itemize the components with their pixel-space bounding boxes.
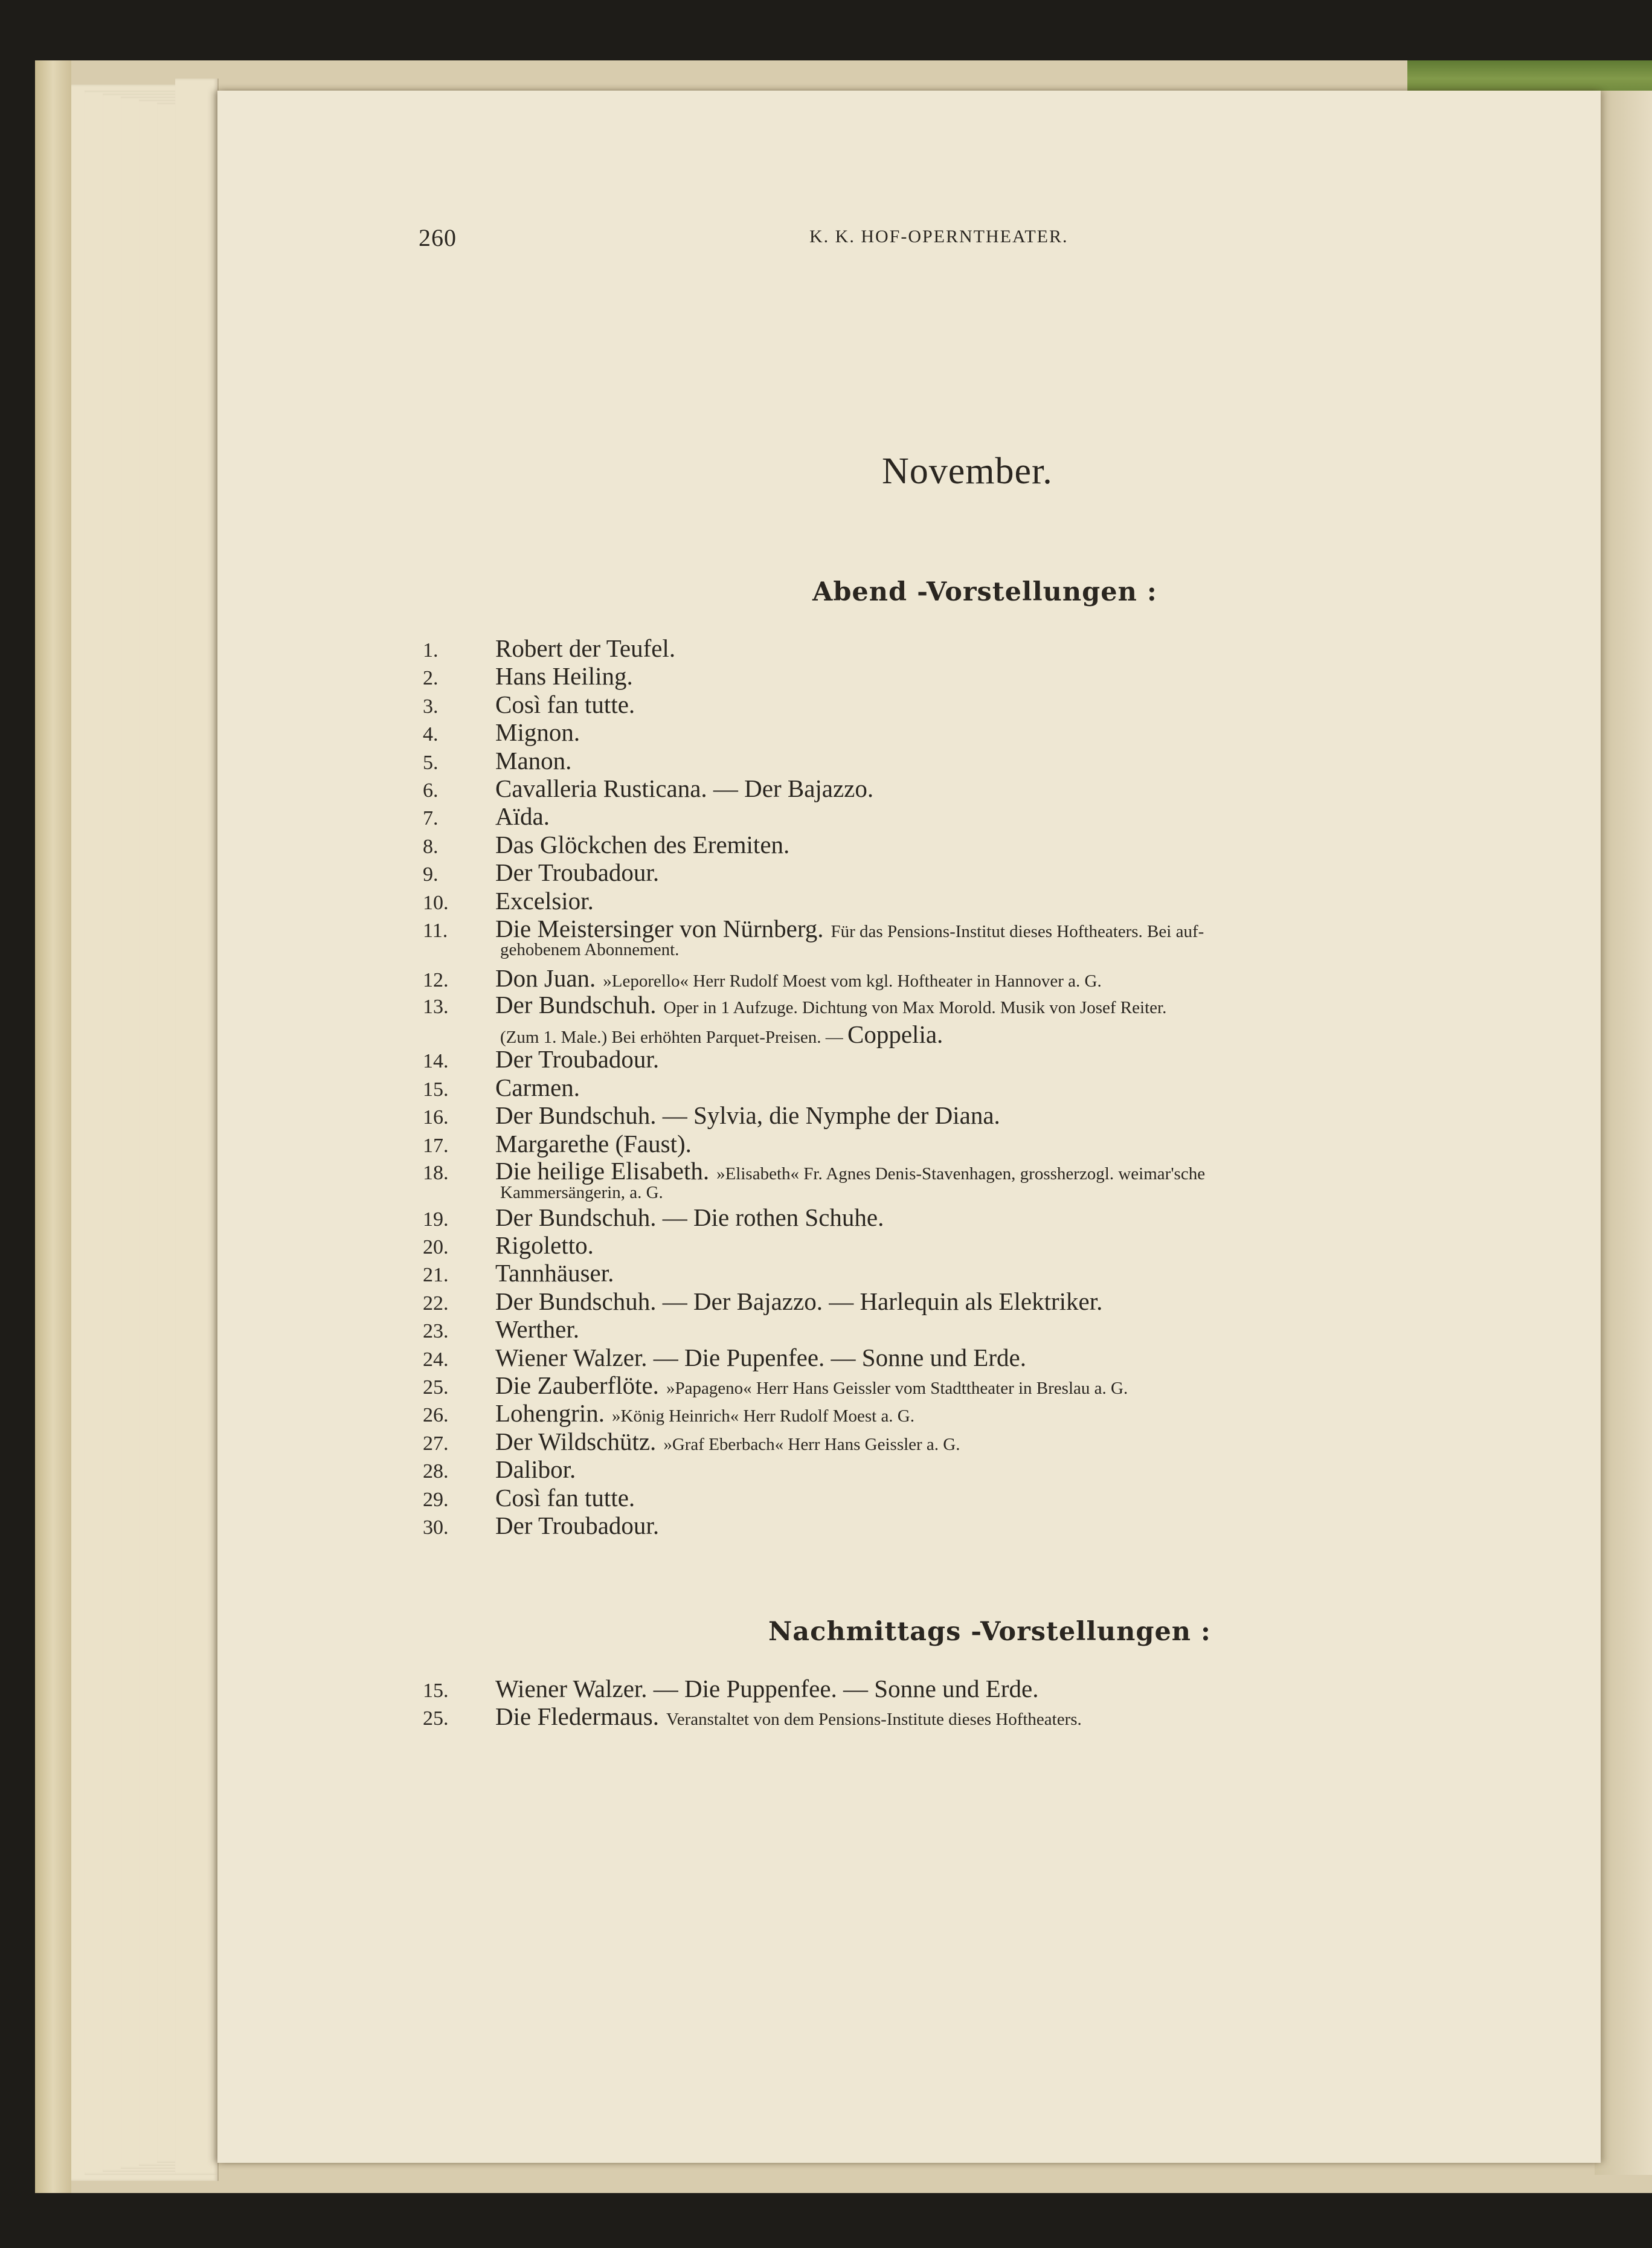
entry-number: 30. <box>423 1516 449 1539</box>
entry-number: 9. <box>423 863 439 886</box>
entry-note: »Graf Eberbach« Herr Hans Geissler a. G. <box>663 1435 960 1454</box>
entry-number: 28. <box>423 1460 449 1483</box>
entry-note-continuation-text: (Zum 1. Male.) Bei erhöhten Parquet-Preisen. — <box>500 1028 843 1047</box>
entry-title: Così fan tutte. <box>495 691 635 718</box>
entry-title: Coppelia. <box>847 1020 943 1048</box>
entry-number: 1. <box>423 639 439 662</box>
entry-title: Der Bundschuh. — Der Bajazzo. — Harlequin als Elektriker. <box>495 1287 1103 1315</box>
list-item <box>423 1512 659 1542</box>
entry-note: »Papageno« Herr Hans Geissler vom Stadttheater in Breslau a. G. <box>666 1379 1128 1398</box>
list-item <box>423 1371 1128 1402</box>
entry-title: Der Troubadour. <box>495 858 660 886</box>
entry-number: 18. <box>423 1162 449 1184</box>
list-item <box>423 1675 1038 1705</box>
list-item <box>423 1231 594 1261</box>
entry-title: Der Bundschuh. <box>495 991 657 1019</box>
entry-note-continuation: Kammersängerin, a. G. <box>500 1183 663 1202</box>
entry-title: Werther. <box>495 1315 579 1343</box>
running-head: K. K. HOF-OPERNTHEATER. <box>809 227 1069 246</box>
entry-title: Das Glöckchen des Eremiten. <box>495 831 790 858</box>
entry-number: 27. <box>423 1432 449 1455</box>
entry-number: 2. <box>423 667 439 689</box>
entry-number: 3. <box>423 695 439 718</box>
entry-note: Oper in 1 Aufzuge. Dichtung von Max Morold. Musik von Josef Reiter. <box>663 998 1167 1017</box>
entry-number: 15. <box>423 1680 449 1702</box>
list-item <box>423 1428 960 1458</box>
list-item <box>423 691 635 721</box>
entry-number: 12. <box>423 969 449 991</box>
list-item <box>423 858 659 889</box>
entry-note-continuation: gehobenem Abonnement. <box>500 940 680 959</box>
entry-title: Der Troubadour. <box>495 1512 660 1539</box>
entry-number: 4. <box>423 723 439 746</box>
entry-number: 23. <box>423 1320 449 1342</box>
entry-title: Hans Heiling. <box>495 662 633 690</box>
entry-title: Carmen. <box>495 1074 580 1101</box>
entry-number: 24. <box>423 1348 449 1371</box>
list-item <box>423 747 571 777</box>
entry-number: 16. <box>423 1106 449 1129</box>
evening-performances-heading: Abend -Vorstellungen : <box>812 577 1157 607</box>
list-item <box>423 1399 914 1430</box>
entry-number: 11. <box>423 919 448 942</box>
entry-title: Mignon. <box>495 718 580 746</box>
entry-title: Lohengrin. <box>495 1399 605 1427</box>
list-item <box>423 1259 614 1289</box>
entry-number: 17. <box>423 1135 449 1157</box>
list-item <box>423 634 675 665</box>
list-item <box>423 1344 1026 1374</box>
list-item <box>423 662 633 692</box>
entry-number: 7. <box>423 807 439 829</box>
entry-number: 26. <box>423 1404 449 1426</box>
list-item <box>423 718 580 749</box>
entry-title: Die heilige Elisabeth. <box>495 1157 710 1185</box>
entry-number: 6. <box>423 779 439 802</box>
entry-number: 14. <box>423 1050 449 1072</box>
list-item <box>423 1203 884 1234</box>
list-item <box>423 775 873 805</box>
page-edge <box>175 79 219 2175</box>
entry-title: Manon. <box>495 747 572 775</box>
entry-title: Wiener Walzer. — Die Puppenfee. — Sonne und Erde. <box>495 1675 1039 1702</box>
entry-number: 10. <box>423 892 449 914</box>
list-item <box>423 1045 659 1075</box>
entry-number: 13. <box>423 996 449 1018</box>
list-item <box>423 991 1166 1022</box>
entry-number: 21. <box>423 1264 449 1286</box>
entry-number: 29. <box>423 1489 449 1511</box>
entry-title: Die Zauberflöte. <box>495 1371 659 1399</box>
entry-number: 15. <box>423 1078 449 1101</box>
list-item <box>423 802 550 833</box>
entry-title: Der Bundschuh. — Die rothen Schuhe. <box>495 1203 884 1231</box>
entry-title: Tannhäuser. <box>495 1259 614 1287</box>
list-item <box>423 887 594 917</box>
entry-note: »Elisabeth« Fr. Agnes Denis-Stavenhagen, grossherzogl. weimar'sche <box>716 1164 1206 1184</box>
list-item <box>423 1074 580 1104</box>
matinee-performances-heading: Nachmittags -Vorstellungen : <box>768 1617 1211 1647</box>
entry-note-continuation <box>500 1020 943 1049</box>
entry-number: 25. <box>423 1707 449 1730</box>
entry-title: Margarethe (Faust). <box>495 1130 692 1158</box>
entry-title: Die Meistersinger von Nürnberg. <box>495 915 824 942</box>
entry-note: Veranstaltet von dem Pensions-Institute dieses Hoftheaters. <box>666 1710 1082 1729</box>
entry-number: 5. <box>423 752 439 774</box>
page-title: November. <box>882 451 1053 492</box>
entry-note: Für das Pensions-Institut dieses Hoftheaters. Bei auf- <box>831 922 1204 941</box>
list-item <box>423 1455 576 1486</box>
entry-note: »König Heinrich« Herr Rudolf Moest a. G. <box>612 1406 915 1426</box>
entry-number: 19. <box>423 1208 449 1231</box>
entry-number: 25. <box>423 1376 449 1399</box>
entry-title: Così fan tutte. <box>495 1484 635 1512</box>
entry-number: 20. <box>423 1236 449 1258</box>
list-item <box>423 831 789 861</box>
list-item <box>423 1702 1082 1733</box>
entry-title: Robert der Teufel. <box>495 634 676 662</box>
entry-title: Excelsior. <box>495 887 594 915</box>
entry-number: 8. <box>423 836 439 858</box>
entry-title: Der Wildschütz. <box>495 1428 657 1455</box>
entry-title: Wiener Walzer. — Die Pupenfee. — Sonne und Erde. <box>495 1344 1026 1371</box>
entry-title: Aïda. <box>495 802 550 830</box>
entry-title: Dalibor. <box>495 1455 576 1483</box>
entry-title: Die Fledermaus. <box>495 1702 659 1730</box>
entry-title: Der Bundschuh. — Sylvia, die Nymphe der Diana. <box>495 1101 1000 1129</box>
list-item <box>423 1315 579 1345</box>
entry-title: Cavalleria Rusticana. — Der Bajazzo. <box>495 775 874 802</box>
list-item <box>423 1101 1000 1132</box>
entry-number: 22. <box>423 1292 449 1315</box>
list-item <box>423 1484 635 1514</box>
list-item <box>423 1130 692 1160</box>
entry-title: Der Troubadour. <box>495 1045 660 1073</box>
entry-title: Rigoletto. <box>495 1231 594 1259</box>
list-item <box>423 1287 1102 1318</box>
page-number: 260 <box>419 224 457 251</box>
book-spine <box>35 60 71 2193</box>
entry-note: »Leporello« Herr Rudolf Moest vom kgl. Hoftheater in Hannover a. G. <box>603 971 1102 991</box>
entry-title: Don Juan. <box>495 964 596 992</box>
facing-page-edge <box>1595 91 1652 2175</box>
